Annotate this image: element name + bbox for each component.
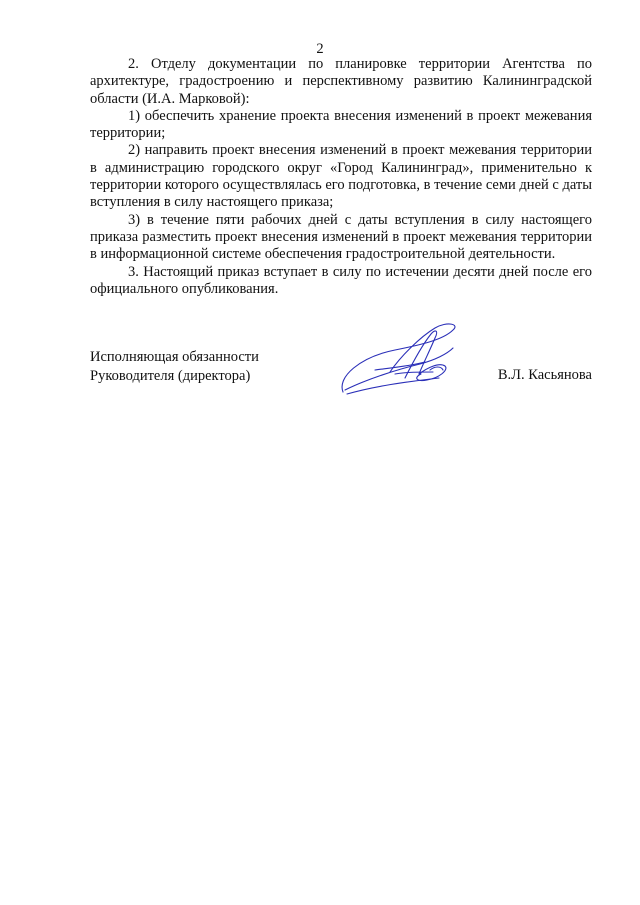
paragraph-item-2: 2) направить проект внесения изменений в проект межевания территории в администрацию городского округ «Город Калининград», применительно к территории которого осуществлялась его подготовка, в течение семи дней с даты вступления в силу настоящего приказа; [90, 142, 592, 211]
paragraph-section-3: 3. Настоящий приказ вступает в силу по истечении десяти дней после его официального опубликования. [90, 263, 592, 297]
paragraph-item-1: 1) обеспечить хранение проекта внесения изменений в проект межевания территории; [90, 107, 592, 142]
handwritten-signature [335, 322, 465, 402]
signer-position-line-2: Руководителя (директора) [90, 367, 251, 384]
signature-block [90, 340, 592, 410]
signer-position-line-1: Исполняющая обязанности [90, 349, 259, 365]
paragraph-item-3: 3) в течение пяти рабочих дней с даты вступления в силу настоящего приказа разместить проект внесения изменений в проект межевания территории в информационной системе обеспечения градостроительной деятельности. [90, 211, 592, 263]
page-number: 2 [316, 41, 324, 57]
signer-position [90, 348, 259, 385]
signer-name: В.Л. Касьянова [497, 367, 592, 383]
document-body [90, 56, 592, 298]
paragraph-section-2: 2. Отделу документации по планировке территории Агентства по архитектуре, градостроению и перспективному развитию Калининградской области (И.А. Марковой): [90, 56, 592, 107]
